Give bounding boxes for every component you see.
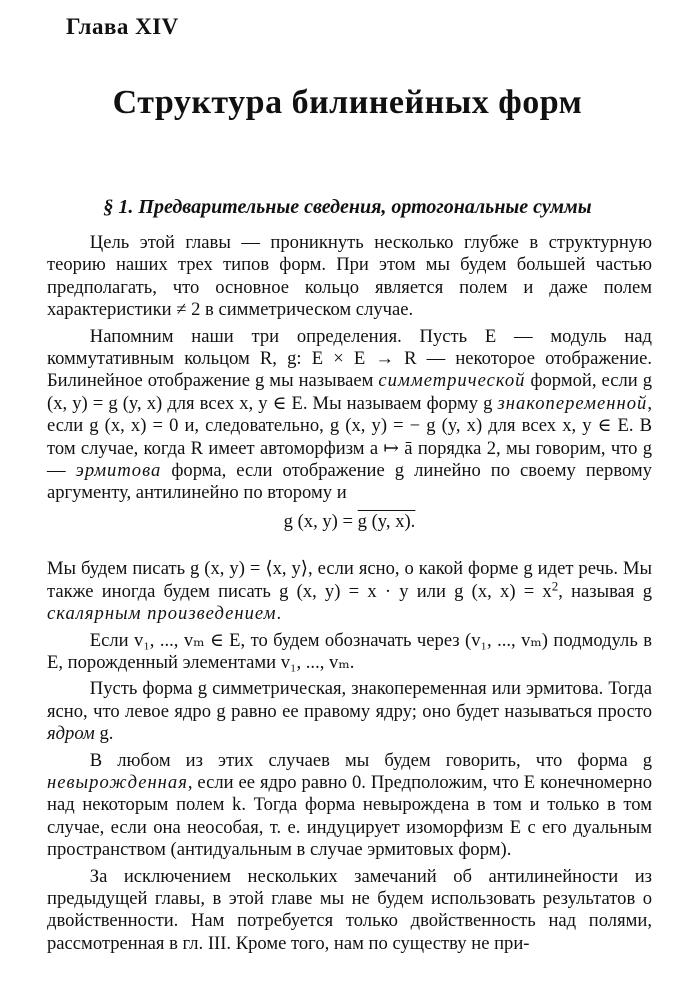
formula-right-conjugate: g (y, x).	[357, 510, 416, 532]
term-hermitian: эрмитова	[75, 460, 162, 482]
paragraph-2-text-g: форма, если отображение g линейно по своему первому аргументу, антилинейно по второму и	[47, 460, 652, 504]
section-heading: § 1. Предварительные сведения, ортогональные суммы	[103, 196, 592, 218]
term-alternating: знакопеременной	[497, 392, 648, 414]
paragraph-3-text-b: , называя g	[558, 580, 652, 602]
paragraph-5	[47, 678, 652, 745]
paragraph-6-text-a: В любом из этих случаев мы будем говорить, что форма g	[89, 749, 652, 771]
paragraph-2-text-e: , если g (x, x) = 0 и, следовательно, g (x, y) = − g (y, x) для всех x, y ∈ E. В том случае, когда R имеет автоморфизм a ↦ ā порядка 2, мы говорим, что g —	[47, 392, 652, 482]
term-scalar-product: скалярным произведением	[47, 603, 277, 625]
paragraph-6	[47, 750, 652, 862]
paragraph-5-text-a: Пусть форма g симметрическая, знакопеременная или эрмитова. Тогда ясно, что левое ядро g равно ее правому ядру; оно будет называться просто	[47, 678, 652, 722]
paragraph-2-text-a: Напомним наши три определения. Пусть E — модуль над коммутативным кольцом R, g: E × E → R — некоторое отображение. Билинейное отображение g мы называем	[47, 325, 652, 392]
paragraph-7: За исключением нескольких замечаний об антилинейности из предыдущей главы, в этой главе мы не будем использовать результатов о двойственности. Нам потребуется только двойственность над полями, рассмотренная в гл. III. Кроме того, нам по существу не при-	[47, 865, 652, 954]
paragraph-2	[47, 326, 652, 505]
paragraph-2-text-c: формой, если g (x, y) = g (y, x) для всех x, y ∈ E. Мы называем форму g	[47, 370, 652, 414]
chapter-title: Структура билинейных форм	[112, 84, 583, 121]
term-nondegenerate: невырожденная	[47, 771, 188, 793]
paragraph-3-text-a: Мы будем писать g (x, y) = ⟨x, y⟩, если ясно, о какой форме g идет речь. Мы также иногда будем писать g (x, y) = x · y или g (x, x) = x	[47, 558, 652, 602]
body-text	[47, 232, 652, 959]
term-symmetric: симметрической	[378, 370, 526, 392]
paragraph-3	[47, 558, 652, 625]
superscript-2: 2	[551, 578, 559, 594]
paragraph-1: Цель этой главы — проникнуть несколько глубже в структурную теорию наших трех типов форм. При этом мы будем большей частью предполагать, что основное кольцо является полем и даже полем характеристики ≠ 2 в симметрическом случае.	[47, 232, 652, 321]
paragraph-6-text-c: , если ее ядро равно 0. Предположим, что E конечномерно над некоторым полем k. Тогда форма невырождена в том и только в том случае, если она неособая, т. е. индуцирует изоморфизм E с его дуальным пространством (антидуальным в случае эрмитовых форм).	[47, 771, 652, 861]
paragraph-4: Если v₁, ..., vₘ ∈ E, то будем обозначать через (v₁, ..., vₘ) подмодуль в E, порожденный элементами v₁, ..., vₘ.	[47, 629, 652, 673]
hermitian-formula	[47, 511, 652, 533]
chapter-heading: Глава XIV	[66, 14, 179, 39]
paragraph-3-text-d: .	[276, 603, 282, 625]
term-kernel: ядром	[47, 723, 95, 745]
formula-left: g (x, y) =	[283, 510, 358, 532]
paragraph-5-text-c: g.	[94, 723, 114, 745]
